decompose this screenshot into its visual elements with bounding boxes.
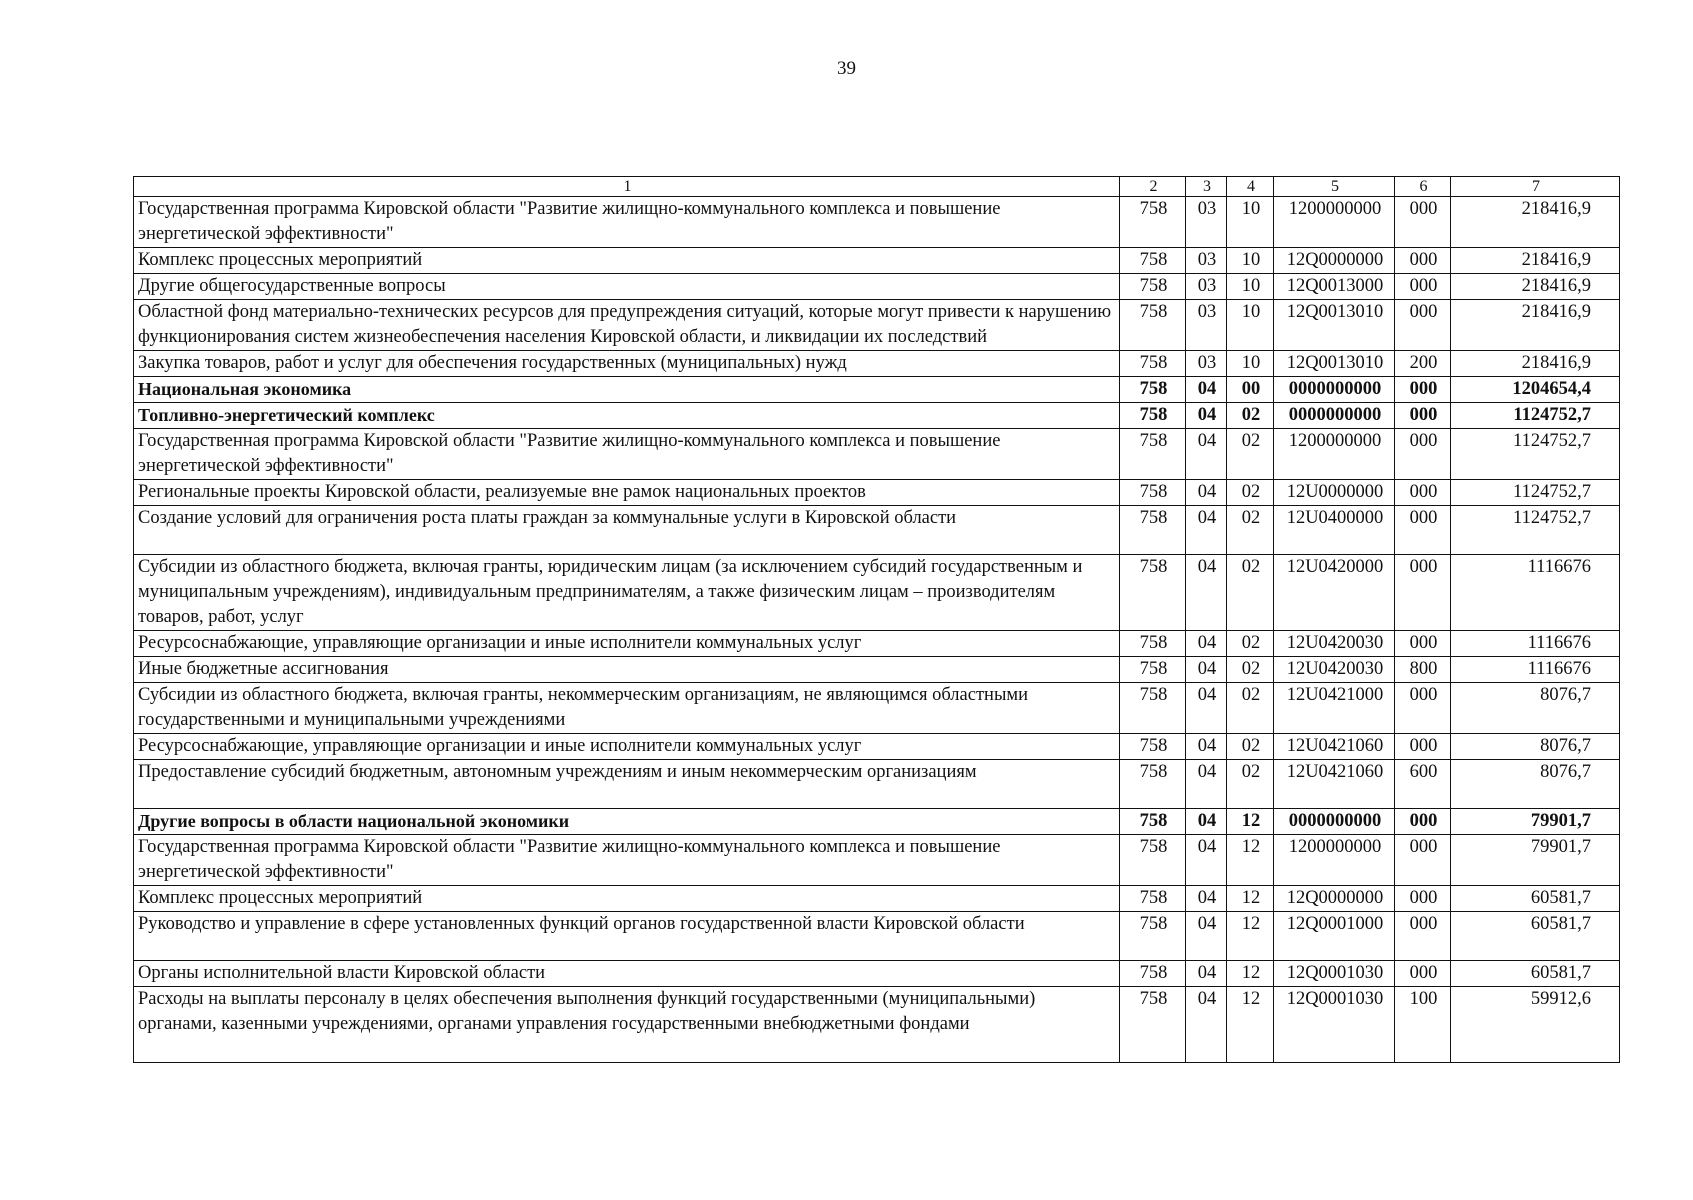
row-name: Региональные проекты Кировской области, реализуемые вне рамок национальных проектов bbox=[134, 480, 1120, 506]
col-2-cell: 758 bbox=[1120, 961, 1186, 987]
col-7-cell: 218416,9 bbox=[1451, 300, 1620, 351]
col-5-cell: 12U0420030 bbox=[1274, 631, 1395, 657]
row-name: Ресурсоснабжающие, управляющие организации и иные исполнители коммунальных услуг bbox=[134, 631, 1120, 657]
col-7-cell: 8076,7 bbox=[1451, 760, 1620, 809]
row-name: Руководство и управление в сфере установленных функций органов государственной власти Кировской области bbox=[134, 912, 1120, 961]
row-name: Органы исполнительной власти Кировской области bbox=[134, 961, 1120, 987]
col-4-cell: 12 bbox=[1227, 961, 1274, 987]
table-row bbox=[134, 480, 1620, 506]
col-3-cell: 04 bbox=[1186, 555, 1227, 631]
row-name: Государственная программа Кировской области "Развитие жилищно-коммунального комплекса и повышение энергетической эффективности" bbox=[134, 429, 1120, 480]
column-number: 3 bbox=[1186, 177, 1227, 197]
col-6-cell: 000 bbox=[1395, 300, 1451, 351]
col-3-cell: 04 bbox=[1186, 809, 1227, 835]
col-5-cell: 12Q0000000 bbox=[1274, 248, 1395, 274]
col-2-cell: 758 bbox=[1120, 377, 1186, 403]
page-number: 39 bbox=[837, 58, 856, 79]
table-row bbox=[134, 760, 1620, 809]
col-4-cell: 10 bbox=[1227, 300, 1274, 351]
col-7-cell: 1124752,7 bbox=[1451, 403, 1620, 429]
col-3-cell: 03 bbox=[1186, 300, 1227, 351]
table-row bbox=[134, 429, 1620, 480]
col-7-cell: 1124752,7 bbox=[1451, 506, 1620, 555]
col-2-cell: 758 bbox=[1120, 631, 1186, 657]
col-6-cell: 000 bbox=[1395, 197, 1451, 248]
col-7-cell: 218416,9 bbox=[1451, 274, 1620, 300]
row-name: Субсидии из областного бюджета, включая гранты, юридическим лицам (за исключением субсидий государственным и муниципальным учреждениям), индивидуальным предпринимателям, а также физическим лицам – производителям товаров, работ, услуг bbox=[134, 555, 1120, 631]
column-number: 2 bbox=[1120, 177, 1186, 197]
table-row bbox=[134, 835, 1620, 886]
col-7-cell: 8076,7 bbox=[1451, 734, 1620, 760]
table-row bbox=[134, 912, 1620, 961]
col-5-cell: 12U0400000 bbox=[1274, 506, 1395, 555]
table-row bbox=[134, 555, 1620, 631]
table-row bbox=[134, 274, 1620, 300]
column-number-row bbox=[134, 177, 1620, 197]
col-7-cell: 60581,7 bbox=[1451, 912, 1620, 961]
table-row bbox=[134, 886, 1620, 912]
col-4-cell: 02 bbox=[1227, 760, 1274, 809]
col-4-cell: 12 bbox=[1227, 835, 1274, 886]
row-name: Государственная программа Кировской области "Развитие жилищно-коммунального комплекса и повышение энергетической эффективности" bbox=[134, 197, 1120, 248]
col-4-cell: 02 bbox=[1227, 683, 1274, 734]
col-4-cell: 02 bbox=[1227, 429, 1274, 480]
row-name: Другие вопросы в области национальной экономики bbox=[134, 809, 1120, 835]
col-6-cell: 000 bbox=[1395, 403, 1451, 429]
col-2-cell: 758 bbox=[1120, 480, 1186, 506]
budget-table bbox=[133, 176, 1620, 1063]
col-7-cell: 218416,9 bbox=[1451, 351, 1620, 377]
col-4-cell: 02 bbox=[1227, 555, 1274, 631]
col-6-cell: 000 bbox=[1395, 835, 1451, 886]
col-5-cell: 12Q0001030 bbox=[1274, 961, 1395, 987]
col-5-cell: 1200000000 bbox=[1274, 835, 1395, 886]
col-7-cell: 1204654,4 bbox=[1451, 377, 1620, 403]
column-number: 7 bbox=[1451, 177, 1620, 197]
col-7-cell: 60581,7 bbox=[1451, 961, 1620, 987]
col-2-cell: 758 bbox=[1120, 734, 1186, 760]
col-7-cell: 60581,7 bbox=[1451, 886, 1620, 912]
col-3-cell: 04 bbox=[1186, 631, 1227, 657]
col-6-cell: 000 bbox=[1395, 377, 1451, 403]
col-4-cell: 00 bbox=[1227, 377, 1274, 403]
col-4-cell: 12 bbox=[1227, 912, 1274, 961]
col-2-cell: 758 bbox=[1120, 300, 1186, 351]
col-6-cell: 000 bbox=[1395, 555, 1451, 631]
col-7-cell: 1116676 bbox=[1451, 631, 1620, 657]
col-6-cell: 100 bbox=[1395, 987, 1451, 1063]
table-row bbox=[134, 506, 1620, 555]
col-2-cell: 758 bbox=[1120, 351, 1186, 377]
row-name: Субсидии из областного бюджета, включая гранты, некоммерческим организациям, не являющимся областными государственными и муниципальными учреждениями bbox=[134, 683, 1120, 734]
col-3-cell: 04 bbox=[1186, 403, 1227, 429]
col-2-cell: 758 bbox=[1120, 835, 1186, 886]
col-4-cell: 02 bbox=[1227, 506, 1274, 555]
row-name: Закупка товаров, работ и услуг для обеспечения государственных (муниципальных) нужд bbox=[134, 351, 1120, 377]
col-2-cell: 758 bbox=[1120, 197, 1186, 248]
col-6-cell: 000 bbox=[1395, 631, 1451, 657]
col-5-cell: 12Q0001030 bbox=[1274, 987, 1395, 1063]
col-4-cell: 10 bbox=[1227, 248, 1274, 274]
row-name: Комплекс процессных мероприятий bbox=[134, 886, 1120, 912]
col-5-cell: 1200000000 bbox=[1274, 429, 1395, 480]
col-4-cell: 02 bbox=[1227, 734, 1274, 760]
col-6-cell: 600 bbox=[1395, 760, 1451, 809]
col-7-cell: 79901,7 bbox=[1451, 809, 1620, 835]
col-3-cell: 04 bbox=[1186, 377, 1227, 403]
col-6-cell: 000 bbox=[1395, 961, 1451, 987]
col-6-cell: 000 bbox=[1395, 886, 1451, 912]
col-6-cell: 000 bbox=[1395, 429, 1451, 480]
col-3-cell: 04 bbox=[1186, 734, 1227, 760]
table-row bbox=[134, 248, 1620, 274]
col-2-cell: 758 bbox=[1120, 403, 1186, 429]
col-6-cell: 200 bbox=[1395, 351, 1451, 377]
table-row bbox=[134, 961, 1620, 987]
col-5-cell: 12Q0001000 bbox=[1274, 912, 1395, 961]
col-5-cell: 12Q0013000 bbox=[1274, 274, 1395, 300]
table-row bbox=[134, 351, 1620, 377]
table-row bbox=[134, 377, 1620, 403]
col-6-cell: 000 bbox=[1395, 912, 1451, 961]
column-number: 5 bbox=[1274, 177, 1395, 197]
col-3-cell: 04 bbox=[1186, 961, 1227, 987]
col-3-cell: 04 bbox=[1186, 760, 1227, 809]
col-4-cell: 10 bbox=[1227, 197, 1274, 248]
col-5-cell: 1200000000 bbox=[1274, 197, 1395, 248]
col-2-cell: 758 bbox=[1120, 274, 1186, 300]
col-4-cell: 12 bbox=[1227, 809, 1274, 835]
column-number: 1 bbox=[134, 177, 1120, 197]
row-name: Областной фонд материально-технических ресурсов для предупреждения ситуаций, которые могут привести к нарушению функционирования систем жизнеобеспечения населения Кировской области, и ликвидации их последствий bbox=[134, 300, 1120, 351]
col-5-cell: 0000000000 bbox=[1274, 403, 1395, 429]
row-name: Топливно-энергетический комплекс bbox=[134, 403, 1120, 429]
table-row bbox=[134, 987, 1620, 1063]
col-3-cell: 03 bbox=[1186, 248, 1227, 274]
row-name: Комплекс процессных мероприятий bbox=[134, 248, 1120, 274]
table-row bbox=[134, 809, 1620, 835]
col-6-cell: 000 bbox=[1395, 734, 1451, 760]
row-name: Предоставление субсидий бюджетным, автономным учреждениям и иным некоммерческим организациям bbox=[134, 760, 1120, 809]
table-row bbox=[134, 683, 1620, 734]
col-7-cell: 8076,7 bbox=[1451, 683, 1620, 734]
col-7-cell: 79901,7 bbox=[1451, 835, 1620, 886]
row-name: Создание условий для ограничения роста платы граждан за коммунальные услуги в Кировской области bbox=[134, 506, 1120, 555]
col-2-cell: 758 bbox=[1120, 555, 1186, 631]
row-name: Государственная программа Кировской области "Развитие жилищно-коммунального комплекса и повышение энергетической эффективности" bbox=[134, 835, 1120, 886]
col-6-cell: 000 bbox=[1395, 274, 1451, 300]
row-name: Другие общегосударственные вопросы bbox=[134, 274, 1120, 300]
col-2-cell: 758 bbox=[1120, 886, 1186, 912]
col-7-cell: 218416,9 bbox=[1451, 248, 1620, 274]
col-4-cell: 02 bbox=[1227, 631, 1274, 657]
col-4-cell: 02 bbox=[1227, 403, 1274, 429]
row-name: Иные бюджетные ассигнования bbox=[134, 657, 1120, 683]
col-5-cell: 12U0421060 bbox=[1274, 760, 1395, 809]
col-2-cell: 758 bbox=[1120, 683, 1186, 734]
col-6-cell: 800 bbox=[1395, 657, 1451, 683]
column-number: 4 bbox=[1227, 177, 1274, 197]
col-7-cell: 1124752,7 bbox=[1451, 480, 1620, 506]
col-3-cell: 03 bbox=[1186, 274, 1227, 300]
table-row bbox=[134, 403, 1620, 429]
col-6-cell: 000 bbox=[1395, 506, 1451, 555]
col-5-cell: 12U0420030 bbox=[1274, 657, 1395, 683]
table-row bbox=[134, 631, 1620, 657]
col-3-cell: 04 bbox=[1186, 835, 1227, 886]
col-5-cell: 12Q0013010 bbox=[1274, 300, 1395, 351]
col-4-cell: 02 bbox=[1227, 657, 1274, 683]
col-4-cell: 10 bbox=[1227, 274, 1274, 300]
col-4-cell: 10 bbox=[1227, 351, 1274, 377]
col-7-cell: 218416,9 bbox=[1451, 197, 1620, 248]
row-name: Национальная экономика bbox=[134, 377, 1120, 403]
col-5-cell: 12U0421060 bbox=[1274, 734, 1395, 760]
column-number: 6 bbox=[1395, 177, 1451, 197]
col-5-cell: 0000000000 bbox=[1274, 377, 1395, 403]
col-2-cell: 758 bbox=[1120, 506, 1186, 555]
col-5-cell: 12U0000000 bbox=[1274, 480, 1395, 506]
col-2-cell: 758 bbox=[1120, 760, 1186, 809]
col-2-cell: 758 bbox=[1120, 809, 1186, 835]
col-6-cell: 000 bbox=[1395, 480, 1451, 506]
col-5-cell: 12U0420000 bbox=[1274, 555, 1395, 631]
col-2-cell: 758 bbox=[1120, 429, 1186, 480]
col-5-cell: 12Q0013010 bbox=[1274, 351, 1395, 377]
row-name: Ресурсоснабжающие, управляющие организации и иные исполнители коммунальных услуг bbox=[134, 734, 1120, 760]
col-4-cell: 12 bbox=[1227, 987, 1274, 1063]
col-2-cell: 758 bbox=[1120, 912, 1186, 961]
col-6-cell: 000 bbox=[1395, 248, 1451, 274]
col-7-cell: 1116676 bbox=[1451, 657, 1620, 683]
col-3-cell: 04 bbox=[1186, 480, 1227, 506]
col-6-cell: 000 bbox=[1395, 809, 1451, 835]
row-name: Расходы на выплаты персоналу в целях обеспечения выполнения функций государственными (муниципальными) органами, казенными учреждениями, органами управления государственными внебюджетными фондами bbox=[134, 987, 1120, 1063]
col-3-cell: 04 bbox=[1186, 912, 1227, 961]
col-4-cell: 02 bbox=[1227, 480, 1274, 506]
col-5-cell: 12Q0000000 bbox=[1274, 886, 1395, 912]
col-3-cell: 04 bbox=[1186, 506, 1227, 555]
col-3-cell: 04 bbox=[1186, 657, 1227, 683]
col-7-cell: 1124752,7 bbox=[1451, 429, 1620, 480]
col-3-cell: 04 bbox=[1186, 886, 1227, 912]
table-row bbox=[134, 197, 1620, 248]
table-row bbox=[134, 300, 1620, 351]
col-4-cell: 12 bbox=[1227, 886, 1274, 912]
col-3-cell: 03 bbox=[1186, 197, 1227, 248]
col-3-cell: 04 bbox=[1186, 683, 1227, 734]
col-7-cell: 1116676 bbox=[1451, 555, 1620, 631]
col-5-cell: 0000000000 bbox=[1274, 809, 1395, 835]
col-5-cell: 12U0421000 bbox=[1274, 683, 1395, 734]
col-3-cell: 04 bbox=[1186, 987, 1227, 1063]
col-7-cell: 59912,6 bbox=[1451, 987, 1620, 1063]
table-row bbox=[134, 734, 1620, 760]
col-3-cell: 03 bbox=[1186, 351, 1227, 377]
col-6-cell: 000 bbox=[1395, 683, 1451, 734]
col-2-cell: 758 bbox=[1120, 987, 1186, 1063]
col-3-cell: 04 bbox=[1186, 429, 1227, 480]
col-2-cell: 758 bbox=[1120, 248, 1186, 274]
col-2-cell: 758 bbox=[1120, 657, 1186, 683]
table-row bbox=[134, 657, 1620, 683]
